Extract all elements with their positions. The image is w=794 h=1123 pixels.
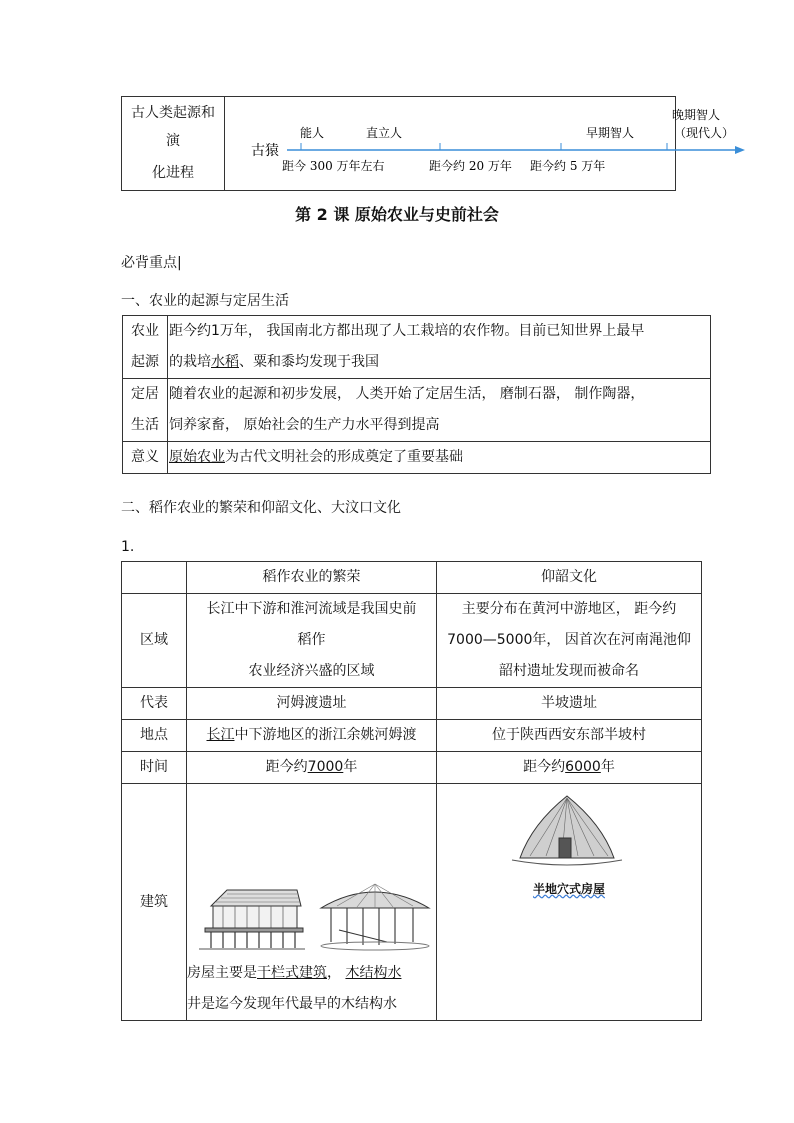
rice-images bbox=[187, 786, 436, 958]
text: ， bbox=[327, 965, 346, 981]
evolution-box bbox=[121, 96, 735, 191]
row-header bbox=[123, 442, 168, 474]
section2-heading: 二、稻作农业的繁荣和仰韶文化、大汶口文化 bbox=[121, 500, 401, 516]
cell-rice bbox=[187, 720, 437, 752]
corner-cell bbox=[122, 562, 187, 594]
cell-rice bbox=[187, 784, 437, 1021]
cell-rice bbox=[187, 752, 437, 784]
table-row bbox=[122, 752, 702, 784]
cell-yangshao bbox=[437, 784, 702, 1021]
content-line bbox=[169, 347, 710, 378]
timeline-time: 距今 300 万年左右 bbox=[282, 159, 385, 173]
cell-yangshao bbox=[437, 752, 702, 784]
section2-number: 1. bbox=[121, 539, 135, 555]
underlined-text: 干栏式建筑 bbox=[257, 965, 327, 981]
cell-yangshao bbox=[437, 594, 702, 688]
round-hut-illustration bbox=[317, 882, 433, 952]
underlined-text: 水稻 bbox=[211, 354, 239, 370]
table-row bbox=[122, 562, 702, 594]
cell-rice bbox=[187, 594, 437, 688]
table-row bbox=[122, 594, 702, 688]
evolution-label-line: 演 bbox=[166, 133, 180, 149]
timeline-stage: 晚期智人 bbox=[672, 108, 721, 122]
evolution-label-line: 古人类起源和 bbox=[131, 105, 215, 121]
evolution-timeline bbox=[225, 97, 735, 190]
content-line: 韶村遗址发现而被命名 bbox=[499, 663, 639, 679]
text: 、粟和黍均发现于我国 bbox=[239, 354, 379, 370]
timeline-stage: 能人 bbox=[300, 126, 325, 140]
row-header-line: 起源 bbox=[131, 354, 159, 370]
row-content bbox=[168, 379, 711, 442]
text: 距今约 bbox=[265, 759, 308, 775]
content-line: 饲养家畜， 原始社会的生产力水平得到提高 bbox=[169, 417, 440, 433]
underlined-text: 6000 bbox=[565, 759, 601, 775]
evolution-label-line: 化进程 bbox=[152, 165, 194, 181]
agriculture-table bbox=[122, 315, 711, 474]
text: 年 bbox=[600, 759, 615, 775]
table-row bbox=[123, 316, 711, 379]
table-row bbox=[123, 442, 711, 474]
underlined-text: 原始农业 bbox=[169, 449, 225, 465]
row-header: 代表 bbox=[122, 688, 187, 720]
cell-yangshao: 半坡遗址 bbox=[437, 688, 702, 720]
column-header: 稻作农业的繁荣 bbox=[187, 562, 437, 594]
content-line: 稻作 bbox=[297, 632, 326, 648]
timeline-time: 距今约 5 万年 bbox=[530, 159, 606, 173]
content-line bbox=[169, 442, 710, 473]
timeline-time: 距今约 20 万年 bbox=[429, 159, 512, 173]
text: 的栽培 bbox=[169, 354, 211, 370]
underlined-text: 木结构水 bbox=[345, 965, 402, 981]
table-row bbox=[123, 379, 711, 442]
content-line: 主要分布在黄河中游地区， 距今约 bbox=[461, 601, 677, 617]
content-line: 随着农业的起源和初步发展， 人类开始了定居生活， 磨制石器， 制作陶器， bbox=[169, 386, 645, 402]
content-line: 距今约1万年， 我国南北方都出现了人工栽培的农作物。目前已知世界上最早 bbox=[169, 323, 645, 339]
timeline-stage: 早期智人 bbox=[586, 126, 635, 140]
content-line bbox=[187, 958, 436, 989]
underlined-text: 7000 bbox=[307, 759, 344, 775]
column-header: 仰韶文化 bbox=[437, 562, 702, 594]
culture-table bbox=[121, 561, 702, 1021]
timeline-start: 古猿 bbox=[251, 143, 279, 159]
text: 距今约 bbox=[523, 759, 566, 775]
yangshao-image bbox=[437, 784, 701, 1020]
row-header-line: 意义 bbox=[131, 449, 159, 465]
lesson-title: 第 2 课 原始农业与史前社会 bbox=[295, 205, 499, 224]
content-line: 农业经济兴盛的区域 bbox=[248, 663, 375, 679]
row-header: 时间 bbox=[122, 752, 187, 784]
row-header bbox=[123, 316, 168, 379]
content-line: 7000—5000年， 因首次在河南渑池仰 bbox=[447, 632, 691, 648]
row-header-line: 定居 bbox=[131, 386, 159, 402]
text: 年 bbox=[343, 759, 358, 775]
table-row bbox=[122, 720, 702, 752]
row-header: 建筑 bbox=[122, 784, 187, 1021]
row-header: 区域 bbox=[122, 594, 187, 688]
table-row bbox=[122, 688, 702, 720]
semi-subterranean-house-illustration bbox=[512, 794, 622, 874]
row-header-line: 生活 bbox=[131, 417, 159, 433]
cell-yangshao: 位于陕西西安东部半坡村 bbox=[437, 720, 702, 752]
row-header bbox=[123, 379, 168, 442]
content-line: 井是迄今发现年代最早的木结构水 bbox=[187, 996, 397, 1012]
section1-heading: 一、农业的起源与定居生活 bbox=[121, 293, 289, 309]
row-header: 地点 bbox=[122, 720, 187, 752]
row-content bbox=[168, 442, 711, 474]
timeline-stage: 直立人 bbox=[366, 126, 403, 140]
row-content bbox=[168, 316, 711, 379]
house-caption: 半地穴式房屋 bbox=[532, 882, 605, 896]
content-line: 长江中下游和淮河流域是我国史前 bbox=[206, 601, 417, 617]
underlined-text: 长江 bbox=[206, 727, 235, 743]
timeline-arrow bbox=[735, 146, 745, 154]
text: 房屋主要是 bbox=[187, 965, 257, 981]
stilt-house-illustration bbox=[197, 886, 307, 952]
cell-rice: 河姆渡遗址 bbox=[187, 688, 437, 720]
timeline-stage: （现代人） bbox=[674, 126, 735, 140]
must-know-heading: 必背重点| bbox=[121, 255, 182, 271]
evolution-label bbox=[122, 97, 225, 190]
text: 中下游地区的浙江余姚河姆渡 bbox=[234, 727, 417, 743]
row-header-line: 农业 bbox=[131, 323, 159, 339]
table-row bbox=[122, 784, 702, 1021]
text: 为古代文明社会的形成奠定了重要基础 bbox=[225, 449, 463, 465]
